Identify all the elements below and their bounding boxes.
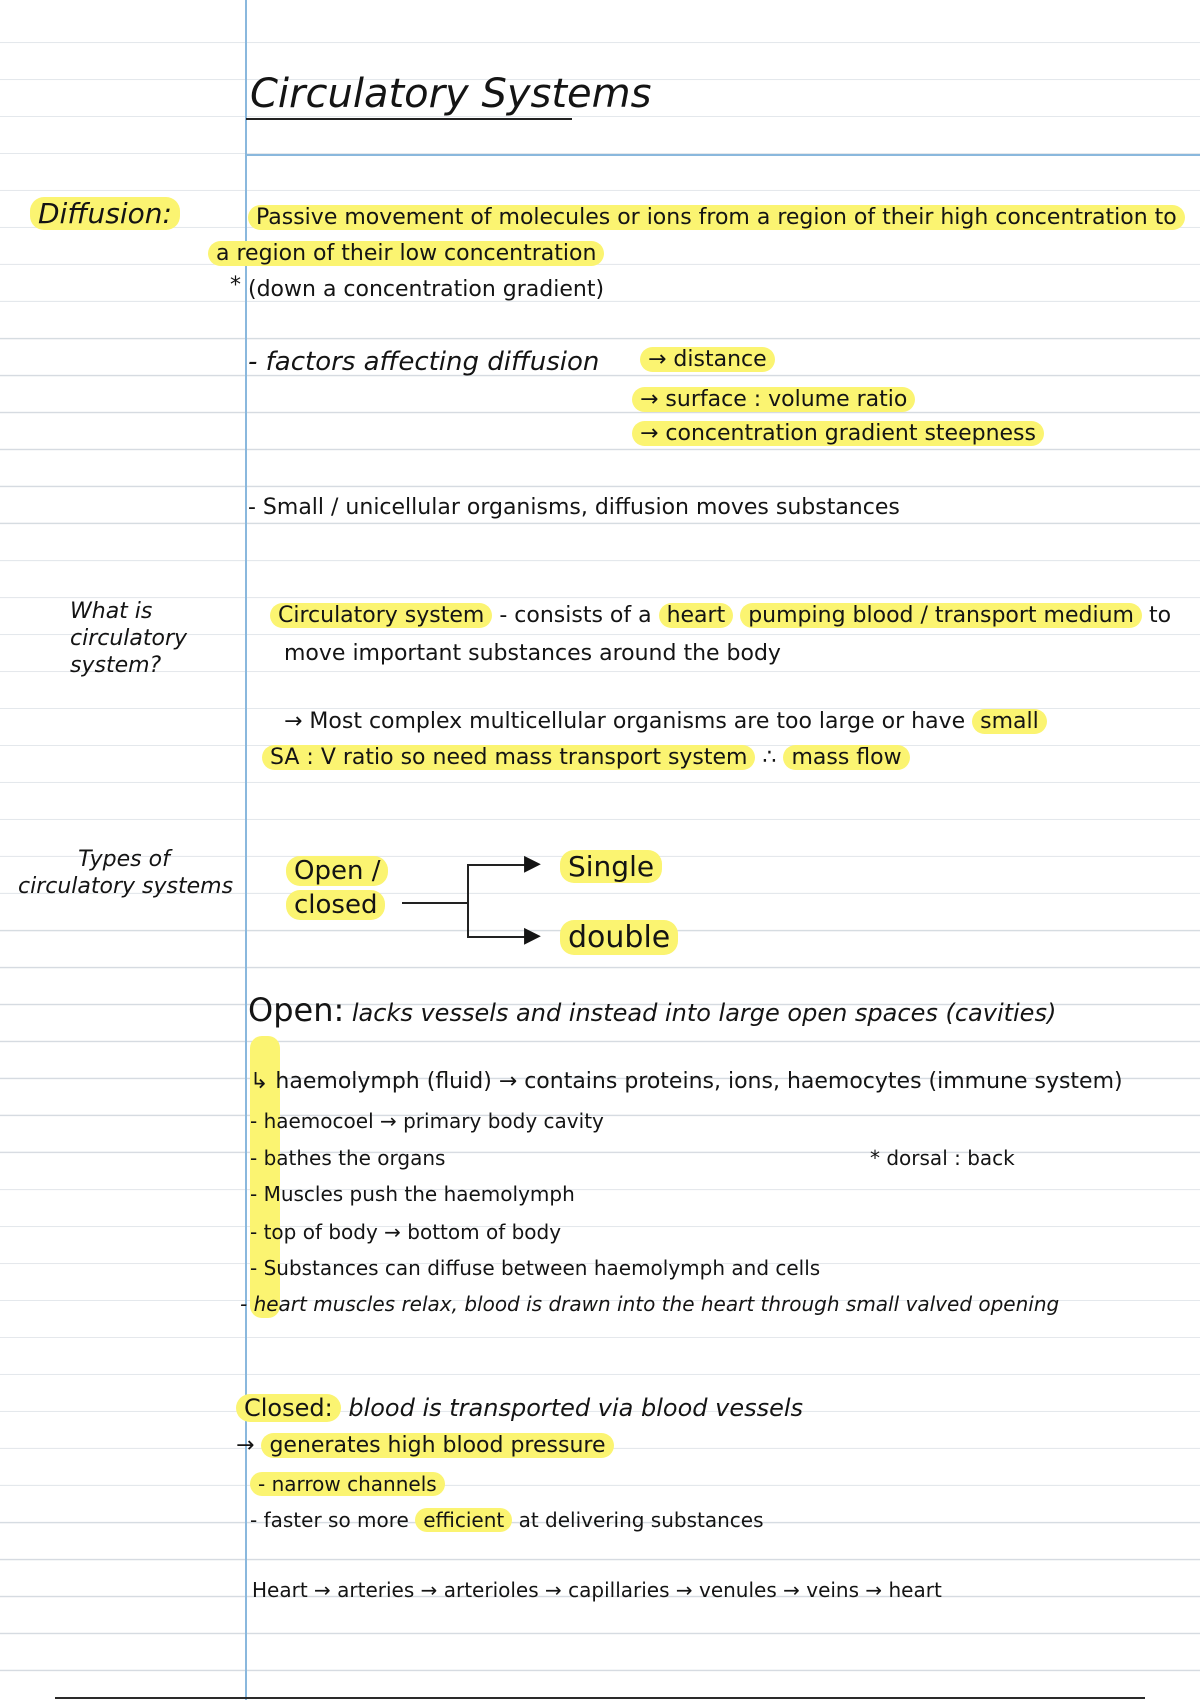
open-heading-word: Open:: [248, 991, 345, 1029]
diffusion-label: Diffusion:: [30, 197, 180, 230]
text-run: blood is transported via blood vessels: [340, 1394, 804, 1422]
factor-item: [632, 386, 915, 414]
open-line: - top of body → bottom of body: [250, 1220, 562, 1244]
open-closed-label: [286, 854, 388, 922]
page-title: Circulatory Systems: [250, 71, 652, 117]
highlight: Open /: [286, 856, 388, 886]
open-line: - bathes the organs: [250, 1146, 446, 1170]
closed-heading: [236, 1392, 803, 1424]
circulatory-definition-line2: move important substances around the body: [284, 641, 781, 666]
open-heading: [248, 991, 1057, 1029]
what-is-line: What is: [70, 599, 153, 624]
blood-flow-sequence: Heart → arteries → arterioles → capillaries → venules → veins → heart: [252, 1578, 942, 1602]
open-line: - haemocoel → primary body cavity: [250, 1109, 604, 1133]
what-is-line: circulatory: [70, 626, 188, 651]
highlight: efficient: [415, 1508, 512, 1532]
text-run: lacks vessels and instead into large open spaces (cavities): [344, 999, 1057, 1027]
open-line: - heart muscles relax, blood is drawn into the heart through small valved opening: [240, 1292, 1060, 1316]
highlight: closed: [286, 890, 385, 920]
arrow-head: ▶: [524, 923, 541, 948]
highlight: mass flow: [783, 745, 909, 770]
closed-line: [250, 1506, 764, 1534]
header-rule: [245, 154, 1200, 156]
diffusion-definition-line2: [208, 240, 604, 268]
title-underline: [246, 118, 572, 120]
text-run: → Most complex multicellular organisms are too large or have: [284, 709, 973, 734]
asterisk-mark: *: [230, 273, 241, 298]
diffusion-definition-line3: (down a concentration gradient): [248, 277, 605, 302]
highlight: heart: [659, 603, 734, 628]
text-run: →: [236, 1433, 262, 1458]
highlight: SA : V ratio so need mass transport system: [262, 745, 755, 770]
open-line: - Muscles push the haemolymph: [250, 1182, 575, 1206]
circulatory-definition-line4: [262, 744, 910, 772]
highlight: → surface : volume ratio: [632, 387, 915, 412]
highlight: Circulatory system: [270, 603, 492, 628]
highlight: → distance: [640, 347, 775, 372]
text-run: ∴: [755, 745, 784, 770]
text-run: - faster so more: [250, 1508, 416, 1532]
dorsal-note: * dorsal : back: [870, 1146, 1015, 1170]
closed-line: [236, 1432, 614, 1460]
types-line: circulatory systems: [18, 874, 234, 899]
highlight: a region of their low concentration: [208, 241, 604, 266]
factor-item: [632, 420, 1044, 448]
text-run: to: [1141, 603, 1172, 628]
side-label-types: [18, 846, 234, 900]
page-bottom-edge: [55, 1697, 1145, 1699]
factor-item: [640, 346, 775, 374]
connector-line: [402, 902, 468, 904]
highlight: Passive movement of molecules or ions from a region of their high concentration to: [248, 205, 1185, 230]
highlight: pumping blood / transport medium: [740, 603, 1142, 628]
connector-line: [467, 936, 527, 938]
text-run: - consists of a: [492, 603, 659, 628]
highlight: - narrow channels: [250, 1472, 445, 1496]
text-run: at delivering substances: [512, 1508, 764, 1532]
closed-line: [250, 1470, 445, 1498]
diffusion-definition-line1: [248, 204, 1185, 232]
highlight: generates high blood pressure: [261, 1433, 613, 1458]
highlight: Single: [560, 850, 662, 883]
what-is-line: system?: [70, 653, 162, 678]
single-label: [560, 850, 662, 884]
circulatory-definition-line1: [270, 602, 1171, 630]
connector-line: [467, 864, 469, 938]
arrow-head: ▶: [524, 851, 541, 876]
highlight: double: [560, 920, 678, 955]
double-label: [560, 920, 678, 956]
factors-label: - factors affecting diffusion: [248, 347, 600, 377]
small-organisms-note: - Small / unicellular organisms, diffusion moves substances: [248, 495, 900, 520]
highlight: Closed:: [236, 1394, 341, 1422]
side-label-what-is: [70, 598, 187, 679]
side-label-diffusion: [30, 198, 180, 230]
types-line: Types of: [78, 847, 170, 872]
open-line: ↳ haemolymph (fluid) → contains proteins, ions, haemocytes (immune system): [250, 1069, 1123, 1094]
connector-line: [467, 864, 527, 866]
highlight: → concentration gradient steepness: [632, 421, 1044, 446]
open-line: - Substances can diffuse between haemolymph and cells: [250, 1256, 821, 1280]
circulatory-definition-line3: [284, 708, 1047, 736]
highlight: small: [972, 709, 1047, 734]
